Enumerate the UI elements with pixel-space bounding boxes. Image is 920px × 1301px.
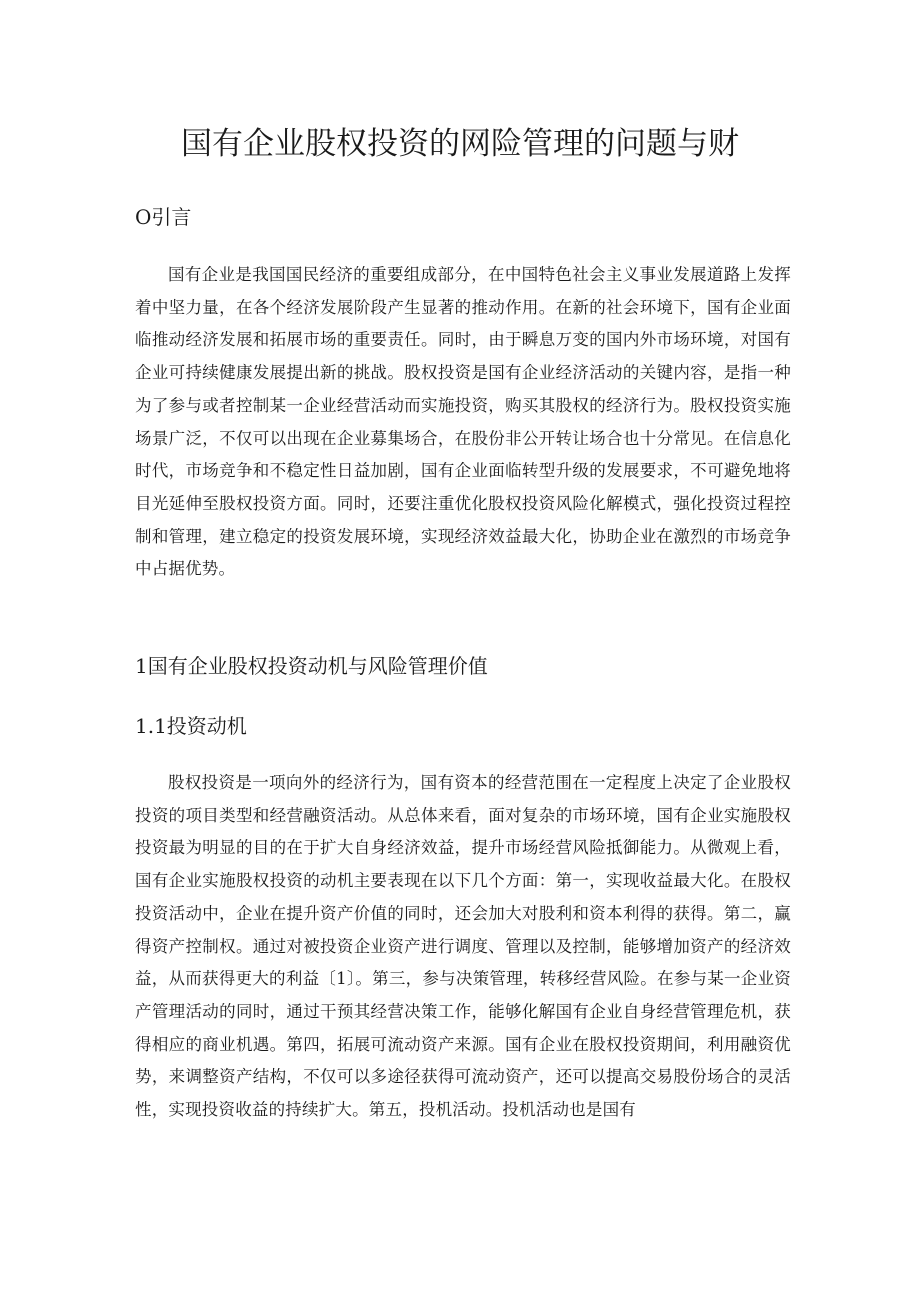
document-title: 国有企业股权投资的网险管理的问题与财 (181, 126, 739, 162)
section-heading-1-1: 1.1投资动机 (135, 714, 247, 738)
intro-paragraph: 国有企业是我国国民经济的重要组成部分，在中国特色社会主义事业发展道路上发挥着中坚力量，在各个经济发展阶段产生显著的推动作用。在新的社会环境下，国有企业面临推动经济发展和拓展市场的重要责任。同时，由于瞬息万变的国内外市场环境，对国有企业可持续健康发展提出新的挑战。股权投资是国有企业经济活动的关键内容，是指一种为了参与或者控制某一企业经营活动而实施投资，购买其股权的经济行为。股权投资实施场景广泛，不仅可以出现在企业募集场合，在股份非公开转让场合也十分常见。在信息化时代，市场竞争和不稳定性日益加剧，国有企业面临转型升级的发展要求，不可避免地将目光延伸至股权投资方面。同时，还要注重优化股权投资风险化解模式，强化投资过程控制和管理，建立稳定的投资发展环境，实现经济效益最大化，协助企业在激烈的市场竞争中占据优势。 (135, 265, 791, 579)
section-heading-intro: O引言 (135, 205, 192, 229)
section-heading-1: 1国有企业股权投资动机与风险管理价值 (135, 654, 488, 678)
section-1-1-paragraph: 股权投资是一项向外的经济行为，国有资本的经营范围在一定程度上决定了企业股权投资的项目类型和经营融资活动。从总体来看，面对复杂的市场环境，国有企业实施股权投资最为明显的目的在于扩大自身经济效益，提升市场经营风险抵御能力。从微观上看，国有企业实施股权投资的动机主要表现在以下几个方面：第一，实现收益最大化。在股权投资活动中，企业在提升资产价值的同时，还会加大对股利和资本利得的获得。第二，赢得资产控制权。通过对被投资企业资产进行调度、管理以及控制，能够增加资产的经济效益，从而获得更大的利益〔1〕。第三，参与决策管理，转移经营风险。在参与某一企业资产管理活动的同时，通过干预其经营决策工作，能够化解国有企业自身经营管理危机，获得相应的商业机遇。第四，拓展可流动资产来源。国有企业在股权投资期间，利用融资优势，来调整资产结构，不仅可以多途径获得可流动资产，还可以提高交易股份场合的灵活性，实现投资收益的持续扩大。第五，投机活动。投机活动也是国有 (135, 773, 791, 1120)
